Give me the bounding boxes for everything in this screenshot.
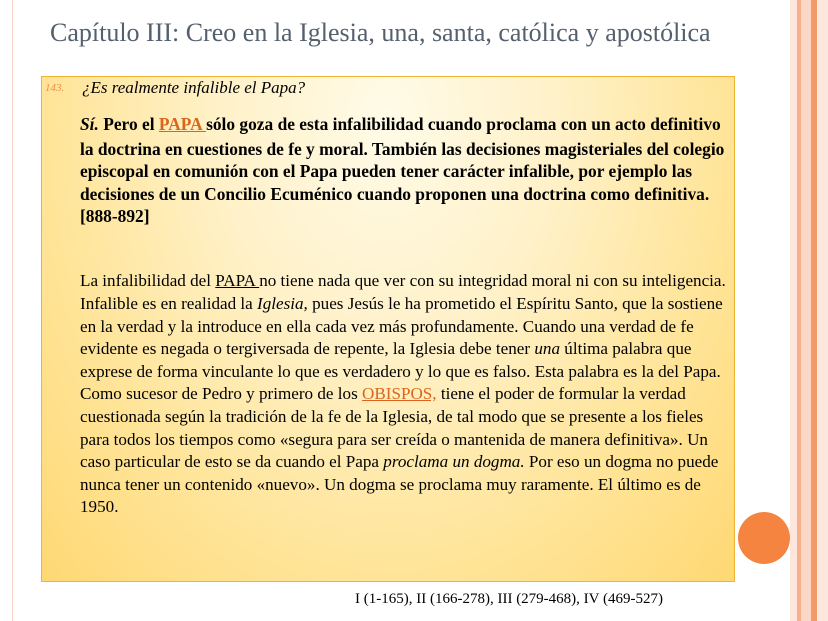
slide-title: Capítulo III: Creo en la Iglesia, una, santa, católica y apostólica (50, 18, 711, 47)
footer-ranges: I (1-165), II (166-278), III (279-468), IV (469-527) (355, 591, 663, 607)
stripe (790, 0, 797, 621)
right-stripes-decoration (790, 0, 828, 621)
body-paragraph (80, 270, 732, 518)
papa-inline-link[interactable]: PAPA (215, 271, 260, 290)
answer-si: Sí. (80, 114, 99, 134)
body-part5: tiene el poder de formular la verdad cuestionada según la tradición de la fe de la Iglesia, de tal modo que se presente a los fieles para todos los tiempos como «segura para ser creída o mantenida de manera definitiva». Un caso particular de esto se da cuando el Papa (80, 384, 708, 472)
stripe (801, 0, 811, 621)
body-part6: Por eso un dogma no puede nunca tener un contenido «nuevo». Un dogma se proclama muy raramente. El último es de 1950. (80, 452, 719, 517)
papa-link[interactable]: PAPA (158, 114, 207, 134)
orange-circle-decoration (738, 512, 790, 564)
answer-part1: Pero el (98, 114, 155, 134)
body-iglesia-italic: Iglesia, (257, 294, 308, 314)
obispos-link[interactable]: OBISPOS, (362, 384, 437, 404)
question-row (42, 77, 734, 99)
body-una-italic: una (534, 339, 560, 359)
left-edge-bar (0, 0, 13, 621)
question-text: ¿Es realmente infalible el Papa? (82, 78, 306, 97)
answer-paragraph (80, 113, 730, 228)
body-proclama-italic: proclama un dogma. (383, 452, 525, 472)
answer-part2: sólo goza de esta infalibilidad cuando proclama con un acto definitivo la doctrina en cuestiones de fe y moral. También las decisiones magisteriales del colegio episcopal en comunión con el Papa pueden tener carácter infalible, por ejemplo las decisiones de un Concilio Ecuménico cuando proponen una doctrina como definitiva. [888-892] (80, 114, 725, 226)
stripe (817, 0, 828, 621)
body-part3: pues Jesús le ha prometido el Espíritu Santo, que la sostiene en la verdad y la introduce en ella cada vez más profundamente. Cuando una verdad de fe evidente es negada o tergiversada de repente, la Iglesia debe tener (80, 294, 723, 359)
body-part4: última palabra que exprese de forma vinculante lo que es verdadero y lo que es falso. Esta palabra es la del Papa. Como sucesor de Pedro y primero de los (80, 339, 721, 404)
content-box (41, 76, 735, 582)
question-number: 143. (45, 82, 65, 94)
body-part1: La infalibilidad del (80, 271, 216, 290)
body-part2: no tiene nada que ver con su integridad moral ni con su inteligencia. Infalible es en realidad la (80, 271, 726, 314)
